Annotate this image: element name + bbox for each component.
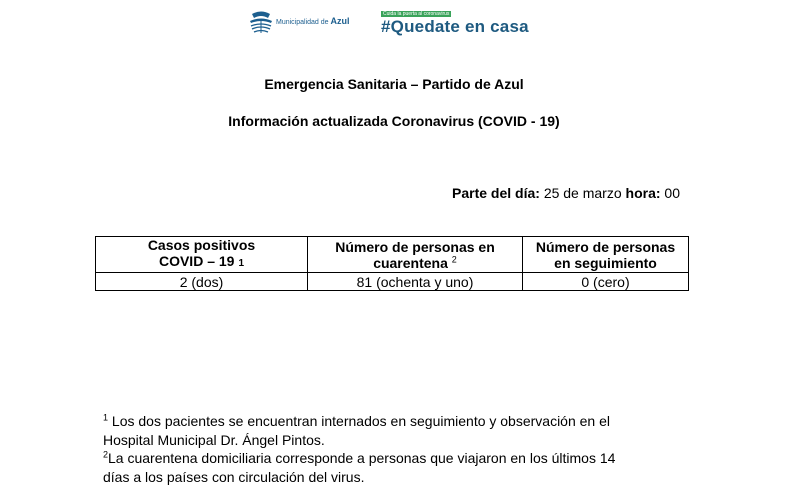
footnote-2-line2: días a los países con circulación del virus. [103, 468, 365, 485]
hour-label: hora: [625, 185, 661, 201]
header-positive-cases [96, 237, 308, 273]
document-title: Emergencia Sanitaria – Partido de Azul [264, 76, 524, 92]
municipality-logo [248, 10, 373, 34]
cell-quarantine: 81 (ochenta y uno) [308, 273, 523, 291]
footnote-1-line1: Los dos pacientes se encuentran internados en seguimiento y observación en el [111, 413, 611, 429]
cell-monitoring: 0 (cero) [523, 273, 689, 291]
header-monitoring-line1: Número de personas [535, 238, 676, 255]
campaign-hashtag: #Quedate en casa [381, 17, 529, 36]
municipality-city: Azul [330, 16, 350, 26]
header-quarantine [308, 237, 523, 273]
document-subtitle: Información actualizada Coronavirus (COVID - 19) [228, 113, 560, 129]
municipality-crest-icon [248, 10, 274, 34]
campaign-tag: Cuida la puerta al coronavirus [383, 11, 450, 17]
header-quarantine-line1: Número de personas en [335, 238, 495, 255]
table-row [96, 273, 689, 291]
header-quarantine-line2: cuarentena [373, 254, 448, 271]
campaign-logo [381, 11, 541, 39]
report-label: Parte del día: [452, 185, 540, 201]
footnote-1 [103, 412, 681, 449]
footnote-2 [103, 449, 681, 486]
header-positive-line2: COVID – 19 [158, 253, 235, 269]
report-date: 25 de marzo [543, 185, 622, 201]
covid-stats-table [95, 236, 689, 291]
cell-positive-cases: 2 (dos) [96, 273, 308, 291]
footnote-ref-2: 2 [451, 253, 457, 264]
footnote-2-ref: 2 [103, 449, 109, 460]
footnote-ref-1: 1 [238, 258, 245, 269]
header-monitoring [523, 237, 689, 273]
footnote-1-ref: 1 [103, 412, 109, 423]
footnotes [103, 412, 681, 486]
table-header-row [96, 237, 689, 273]
header-positive-line1: Casos positivos [147, 237, 256, 253]
header-monitoring-line2: en seguimiento [554, 254, 657, 271]
footnote-2-line1: La cuarentena domiciliaria corresponde a personas que viajaron en los últimos 14 [108, 450, 616, 466]
hour-value: 00 [664, 185, 680, 201]
footnote-1-line2: Hospital Municipal Dr. Ángel Pintos. [103, 431, 325, 448]
report-date-line [452, 185, 680, 201]
municipality-name [276, 16, 350, 26]
municipality-prefix: Municipalidad de [276, 19, 329, 26]
